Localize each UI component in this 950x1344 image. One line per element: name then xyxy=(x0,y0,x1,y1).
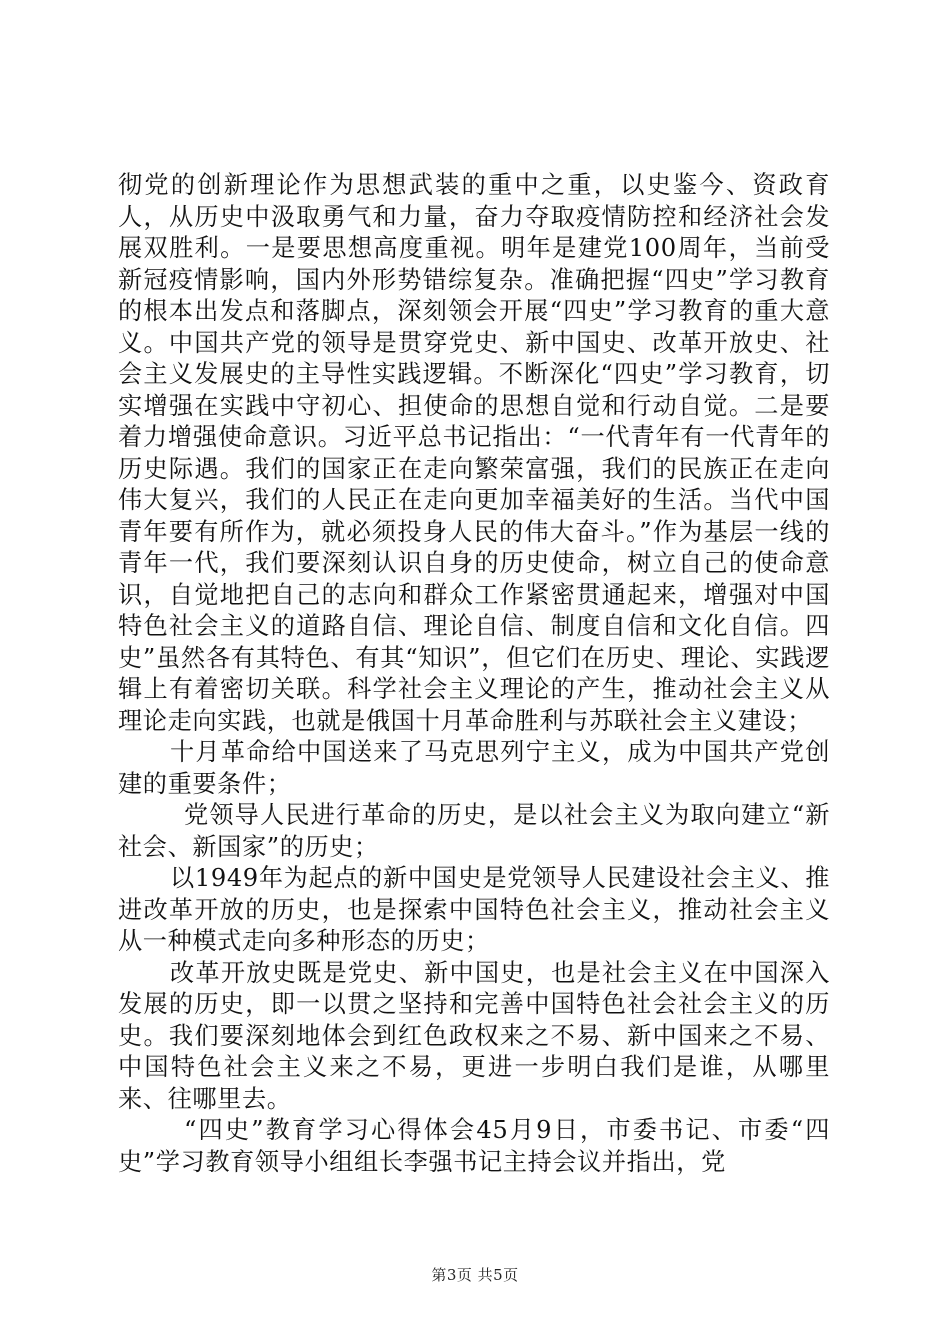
paragraph-2: 十月革命给中国送来了马克思列宁主义，成为中国共产党创建的重要条件； xyxy=(118,738,830,798)
paragraph-5: 改革开放史既是党史、新中国史，也是社会主义在中国深入发展的历史，即一以贯之坚持和完善中国特色社会社会主义的历史。我们要深刻地体会到红色政权来之不易、新中国来之不易、中国特色社会主义来之不易，更进一步明白我们是谁，从哪里来、往哪里去。 xyxy=(118,958,830,1113)
paragraph-4: 以1949年为起点的新中国史是党领导人民建设社会主义、推进改革开放的历史，也是探索中国特色社会主义，推动社会主义从一种模式走向多种形态的历史； xyxy=(118,864,830,955)
document-body xyxy=(118,170,830,1178)
paragraph-1: 彻党的创新理论作为思想武装的重中之重，以史鉴今、资政育人，从历史中汲取勇气和力量，奋力夺取疫情防控和经济社会发展双胜利。一是要思想高度重视。明年是建党100周年，当前受新冠疫情影响，国内外形势错综复杂。准确把握“四史”学习教育的根本出发点和落脚点，深刻领会开展“四史”学习教育的重大意义。中国共产党的领导是贯穿党史、新中国史、改革开放史、社会主义发展史的主导性实践逻辑。不断深化“四史”学习教育，切实增强在实践中守初心、担使命的思想自觉和行动自觉。二是要着力增强使命意识。习近平总书记指出：“一代青年有一代青年的历史际遇。我们的国家正在走向繁荣富强，我们的民族正在走向伟大复兴，我们的人民正在走向更加幸福美好的生活。当代中国青年要有所作为，就必须投身人民的伟大奋斗。”作为基层一线的青年一代，我们要深刻认识自身的历史使命，树立自己的使命意识，自觉地把自己的志向和群众工作紧密贯通起来，增强对中国特色社会主义的道路自信、理论自信、制度自信和文化自信。四史”虽然各有其特色、有其“知识”，但它们在历史、理论、实践逻辑上有着密切关联。科学社会主义理论的产生，推动社会主义从理论走向实践，也就是俄国十月革命胜利与苏联社会主义建设； xyxy=(118,171,830,735)
paragraph-3: 党领导人民进行革命的历史，是以社会主义为取向建立“新社会、新国家”的历史； xyxy=(118,801,830,861)
paragraph-6: “四史”教育学习心得体会45月9日，市委书记、市委“四史”学习教育领导小组组长李强书记主持会议并指出，党 xyxy=(118,1116,830,1176)
page-number-footer: 第3页 共5页 xyxy=(431,1266,519,1284)
